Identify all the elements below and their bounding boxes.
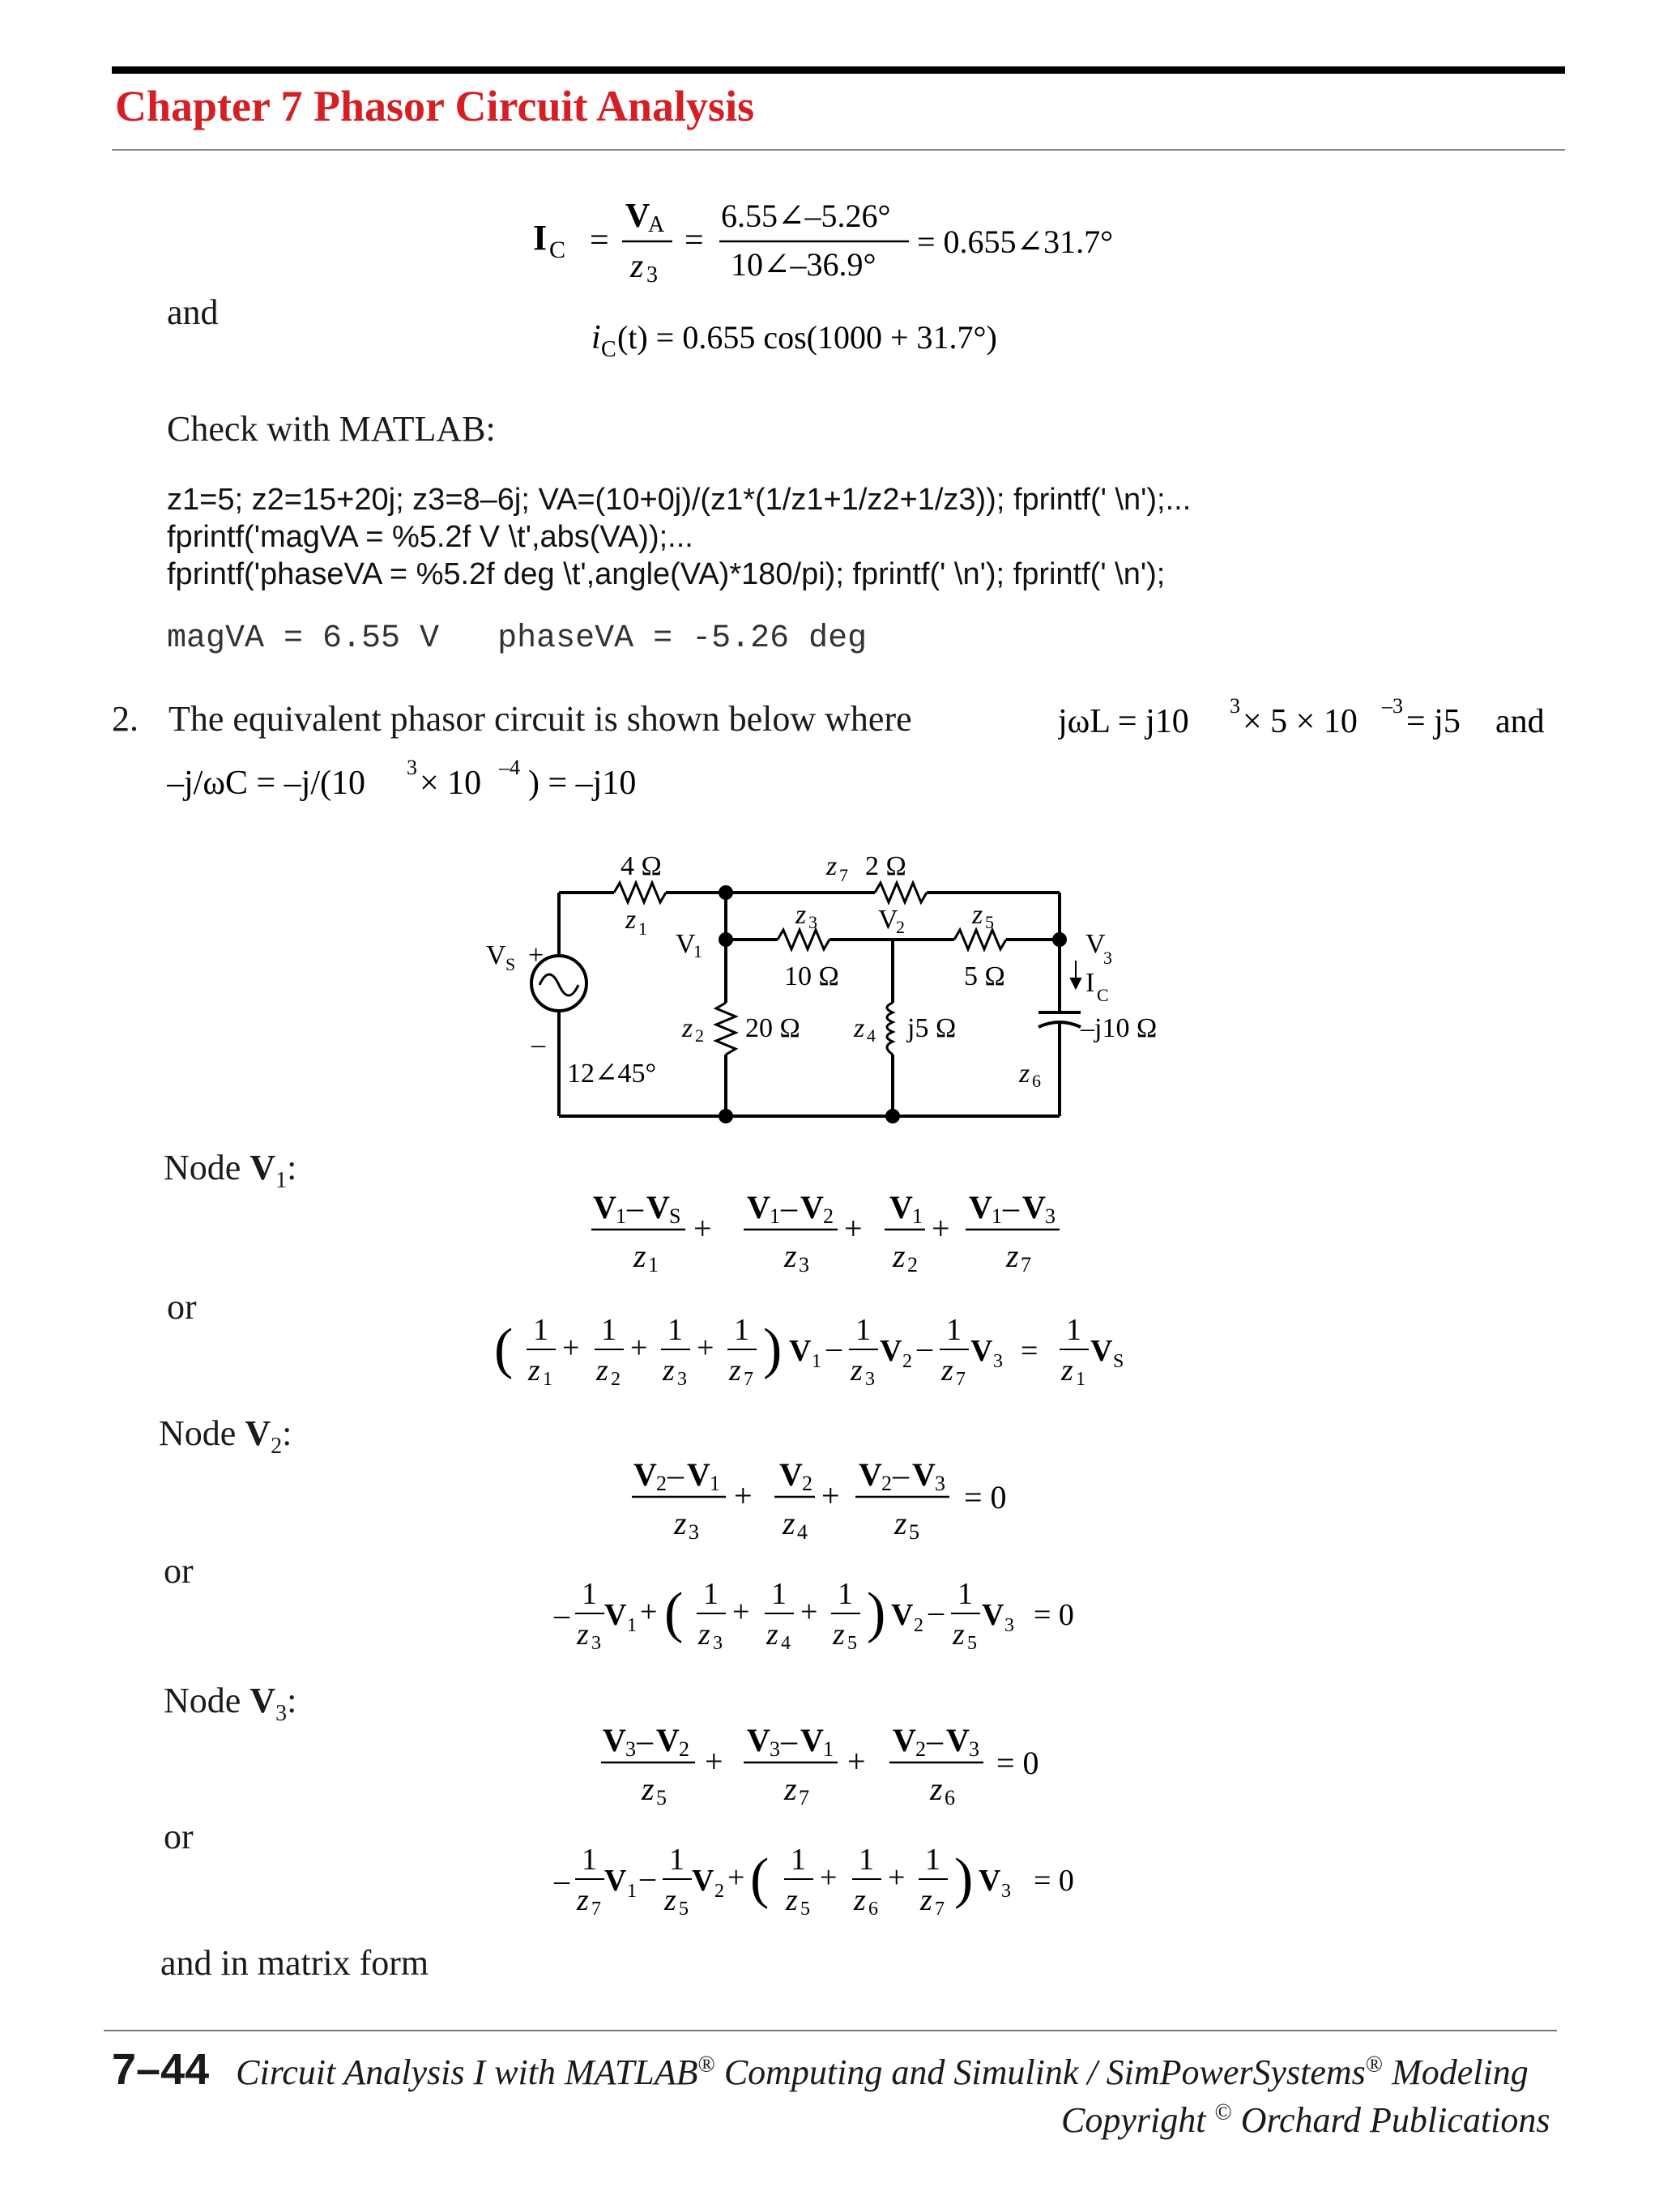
sub: 1 bbox=[627, 1615, 637, 1636]
z5-sub: 5 bbox=[985, 912, 994, 932]
node-colon: : bbox=[282, 1413, 292, 1453]
z: z bbox=[941, 1353, 953, 1387]
z2-label: z bbox=[682, 1013, 693, 1043]
header-rule bbox=[112, 66, 1565, 74]
circuit-diagram bbox=[478, 842, 1207, 1150]
sub: 5 bbox=[656, 1786, 667, 1809]
plus: + bbox=[800, 1595, 818, 1629]
footer-rule bbox=[104, 2030, 1557, 2031]
plus: + bbox=[732, 1595, 750, 1629]
v: V bbox=[692, 1864, 714, 1898]
times-5: × 5 × 10 bbox=[1243, 703, 1358, 740]
op: – bbox=[927, 1722, 943, 1758]
one: 1 bbox=[771, 1577, 787, 1611]
sub: 2 bbox=[611, 1369, 621, 1390]
sub: 6 bbox=[945, 1786, 955, 1809]
numerator: V bbox=[747, 1189, 770, 1225]
z7-sub: 7 bbox=[839, 865, 848, 885]
z: z bbox=[766, 1617, 778, 1652]
or-1: or bbox=[167, 1287, 197, 1327]
sub: 3 bbox=[799, 1253, 809, 1276]
vs-label: V bbox=[486, 940, 506, 970]
paren: ( bbox=[664, 1582, 684, 1644]
v: V bbox=[970, 1334, 993, 1368]
plus: + bbox=[844, 1210, 863, 1247]
sub: 7 bbox=[799, 1786, 809, 1809]
sub: 5 bbox=[847, 1633, 857, 1654]
denominator: z bbox=[784, 1771, 797, 1807]
z: z bbox=[786, 1883, 798, 1917]
z5-label: z bbox=[972, 900, 983, 930]
z: z bbox=[729, 1353, 741, 1387]
plus: + bbox=[932, 1210, 950, 1247]
z7-value: 2 Ω bbox=[865, 851, 906, 881]
numerator: V bbox=[646, 1189, 670, 1225]
numerator: V bbox=[603, 1722, 626, 1758]
z: z bbox=[663, 1353, 675, 1387]
ic-equation bbox=[518, 191, 1183, 288]
inductor-z4 bbox=[887, 1003, 893, 1055]
sub: 3 bbox=[625, 1737, 636, 1761]
registered-mark: ® bbox=[1365, 2052, 1384, 2078]
ic-lhs-sub: C bbox=[549, 237, 566, 263]
sub: 2 bbox=[902, 1351, 912, 1372]
v: V bbox=[982, 1598, 1004, 1632]
numerator: V bbox=[969, 1189, 992, 1225]
minus: – bbox=[554, 1864, 569, 1898]
v3-label: V bbox=[1085, 929, 1106, 959]
node-v1-equation bbox=[567, 1176, 1118, 1281]
sub: 1 bbox=[912, 1204, 923, 1228]
item-2-number: 2. bbox=[112, 699, 139, 739]
plus: + bbox=[697, 1331, 714, 1365]
one: 1 bbox=[957, 1577, 973, 1611]
sub: 1 bbox=[627, 1881, 637, 1902]
paren: ) bbox=[867, 1582, 886, 1644]
ict-equation bbox=[583, 311, 1150, 368]
sub: S bbox=[669, 1204, 681, 1228]
book-title-a: Circuit Analysis I with MATLAB bbox=[236, 2052, 698, 2092]
numerator: V bbox=[1022, 1189, 1046, 1225]
sub: 1 bbox=[823, 1737, 834, 1761]
book-title-b: Computing and Simulink / SimPowerSystems bbox=[714, 2052, 1366, 2092]
sub: 2 bbox=[802, 1472, 812, 1495]
one: 1 bbox=[791, 1843, 806, 1877]
ic-frac-den-sub: 3 bbox=[646, 262, 658, 288]
sub: 2 bbox=[823, 1204, 834, 1228]
sub: 1 bbox=[770, 1204, 780, 1228]
paren: ) bbox=[954, 1848, 974, 1910]
sub: 3 bbox=[591, 1633, 601, 1654]
z2-value: 20 Ω bbox=[745, 1013, 800, 1043]
ict-rest: (t) = 0.655 cos(1000 + 31.7°) bbox=[617, 319, 997, 356]
plus: + bbox=[821, 1477, 840, 1514]
sub: 1 bbox=[1076, 1369, 1085, 1390]
z4-value: j5 Ω bbox=[907, 1013, 957, 1043]
numerator: V bbox=[893, 1722, 916, 1758]
v2-sub: 2 bbox=[896, 917, 905, 937]
z: z bbox=[577, 1617, 589, 1652]
node-word: Node bbox=[159, 1413, 245, 1453]
sub: 7 bbox=[744, 1369, 753, 1390]
copyright-mark: © bbox=[1214, 2099, 1232, 2125]
z: z bbox=[851, 1353, 863, 1387]
v1-label: V bbox=[676, 929, 696, 959]
op: – bbox=[637, 1722, 653, 1758]
sub: 3 bbox=[969, 1737, 979, 1761]
one: 1 bbox=[946, 1313, 962, 1347]
exp-m3: –3 bbox=[1382, 694, 1403, 718]
ic-den-value: 10∠–36.9° bbox=[731, 246, 876, 283]
node-v1-label bbox=[164, 1147, 296, 1194]
header-subrule bbox=[112, 149, 1565, 151]
numerator: V bbox=[687, 1456, 710, 1493]
one: 1 bbox=[667, 1313, 683, 1347]
matlab-output: magVA = 6.55 V phaseVA = -5.26 deg bbox=[167, 620, 868, 657]
sub: 4 bbox=[781, 1633, 791, 1654]
numerator: V bbox=[747, 1722, 770, 1758]
sub: 4 bbox=[797, 1520, 808, 1544]
sub: 7 bbox=[935, 1899, 945, 1920]
op: – bbox=[627, 1189, 643, 1225]
node-v: V bbox=[249, 1148, 276, 1187]
denominator: z bbox=[674, 1505, 687, 1541]
and-text: and bbox=[1495, 703, 1545, 740]
eq-zero: = 0 bbox=[1034, 1864, 1074, 1898]
one: 1 bbox=[582, 1843, 597, 1877]
sub: 3 bbox=[689, 1520, 699, 1544]
plus: + bbox=[705, 1743, 723, 1779]
node-word: Node bbox=[164, 1148, 250, 1187]
vs-minus: – bbox=[531, 1029, 545, 1059]
text-and: and bbox=[167, 292, 219, 332]
eq-sign: = bbox=[684, 222, 704, 259]
numerator: V bbox=[912, 1456, 936, 1493]
z2-sub: 2 bbox=[695, 1025, 704, 1046]
z: z bbox=[596, 1353, 608, 1387]
minus: – bbox=[826, 1331, 842, 1365]
copyright-line bbox=[1061, 2099, 1550, 2141]
denominator: z bbox=[642, 1771, 655, 1807]
minus: – bbox=[554, 1598, 569, 1632]
sub: 7 bbox=[591, 1899, 601, 1920]
ict-sub: C bbox=[601, 337, 616, 362]
v: V bbox=[979, 1864, 1001, 1898]
one: 1 bbox=[601, 1313, 616, 1347]
ic-sub: C bbox=[1097, 985, 1109, 1005]
z: z bbox=[528, 1353, 540, 1387]
node-word: Node bbox=[164, 1681, 250, 1720]
equals: = bbox=[1021, 1334, 1038, 1368]
sub: 5 bbox=[909, 1520, 919, 1544]
book-title-c: Modeling bbox=[1383, 2052, 1529, 2092]
sub: 2 bbox=[914, 1615, 923, 1636]
sub: 1 bbox=[992, 1204, 1002, 1228]
z4-sub: 4 bbox=[867, 1025, 876, 1046]
jwl-text: jωL = j10 bbox=[1058, 703, 1189, 740]
line2-a: –j/ωC = –j/(10 bbox=[167, 765, 366, 802]
node-v3-label bbox=[164, 1680, 296, 1727]
op: – bbox=[1003, 1189, 1019, 1225]
z1-value: 4 Ω bbox=[621, 851, 662, 881]
node-v2-label bbox=[159, 1413, 292, 1460]
current-arrow bbox=[1071, 961, 1081, 988]
denominator: z bbox=[1006, 1238, 1019, 1274]
z6-label: z bbox=[1019, 1059, 1030, 1089]
node-colon: : bbox=[287, 1681, 297, 1720]
v: V bbox=[1090, 1334, 1113, 1368]
denominator: z bbox=[893, 1238, 906, 1274]
node-sub: 3 bbox=[275, 1700, 288, 1726]
eq-sign: = bbox=[590, 222, 609, 259]
ic-num-value: 6.55∠–5.26° bbox=[721, 198, 891, 234]
op: – bbox=[667, 1456, 684, 1493]
z: z bbox=[854, 1883, 866, 1917]
node-v: V bbox=[249, 1681, 276, 1720]
eq-zero: = 0 bbox=[1034, 1598, 1074, 1632]
sub: 1 bbox=[812, 1351, 821, 1372]
plus: + bbox=[888, 1860, 906, 1894]
sub: 3 bbox=[993, 1351, 1003, 1372]
matrix-form-text: and in matrix form bbox=[160, 1943, 429, 1983]
sub: 5 bbox=[967, 1633, 977, 1654]
sub: 1 bbox=[616, 1204, 626, 1228]
node-v2-equation bbox=[616, 1443, 1069, 1549]
sub: 5 bbox=[800, 1899, 810, 1920]
node-dot bbox=[1052, 932, 1067, 947]
v: V bbox=[604, 1864, 627, 1898]
line2-c: ) = –j10 bbox=[528, 765, 637, 802]
vs-plus: + bbox=[528, 940, 544, 970]
ic-label: I bbox=[1085, 968, 1095, 998]
plus: + bbox=[640, 1595, 658, 1629]
one: 1 bbox=[855, 1313, 871, 1347]
sub: 1 bbox=[710, 1472, 720, 1495]
one: 1 bbox=[1066, 1313, 1081, 1347]
one: 1 bbox=[734, 1313, 749, 1347]
sub: 2 bbox=[907, 1253, 918, 1276]
z1-sub: 1 bbox=[638, 918, 647, 939]
or-3: or bbox=[164, 1817, 194, 1856]
eq-zero: = 0 bbox=[964, 1479, 1007, 1515]
numerator: V bbox=[656, 1722, 680, 1758]
sub: 3 bbox=[935, 1472, 945, 1495]
plus: + bbox=[734, 1477, 753, 1514]
z1-label: z bbox=[625, 905, 637, 935]
registered-mark: ® bbox=[697, 2052, 715, 2078]
z3-label: z bbox=[795, 900, 807, 930]
sub: 2 bbox=[656, 1472, 667, 1495]
sub: 3 bbox=[677, 1369, 687, 1390]
footer-line bbox=[112, 2044, 1529, 2095]
one: 1 bbox=[533, 1313, 548, 1347]
v: V bbox=[880, 1334, 902, 1368]
vs-sub: S bbox=[505, 954, 516, 974]
sub: 3 bbox=[1045, 1204, 1056, 1228]
node-v1-expanded bbox=[494, 1307, 1207, 1404]
sub: 7 bbox=[1021, 1253, 1031, 1276]
z: z bbox=[1061, 1353, 1073, 1387]
one: 1 bbox=[859, 1843, 874, 1877]
node-v2-expanded bbox=[551, 1571, 1150, 1669]
paren: ( bbox=[494, 1318, 514, 1380]
or-2: or bbox=[164, 1551, 194, 1591]
node-v3-equation bbox=[585, 1709, 1103, 1814]
exp-3b: 3 bbox=[407, 756, 417, 779]
vs-value: 12∠45° bbox=[567, 1059, 657, 1089]
sub: 1 bbox=[543, 1369, 552, 1390]
jwl-expression bbox=[1058, 685, 1576, 750]
copyright-b: Orchard Publications bbox=[1231, 2100, 1550, 2140]
minus: – bbox=[917, 1331, 932, 1365]
code-line-1: z1=5; z2=15+20j; z3=8–6j; VA=(10+0j)/(z1*(1/z1+1/z2+1/z3)); fprintf(' \n');... bbox=[167, 483, 1192, 517]
op: – bbox=[781, 1722, 797, 1758]
numerator: V bbox=[593, 1189, 616, 1225]
page-number: 7–44 bbox=[112, 2045, 210, 2094]
one: 1 bbox=[703, 1577, 719, 1611]
z6-value: –j10 Ω bbox=[1081, 1013, 1158, 1043]
numerator: V bbox=[859, 1456, 882, 1493]
eq-j5: = j5 bbox=[1406, 703, 1461, 740]
node-dot bbox=[719, 885, 733, 900]
node-v3-expanded bbox=[551, 1837, 1150, 1934]
paren: ( bbox=[750, 1848, 770, 1910]
v2-label: V bbox=[878, 905, 898, 935]
minus: – bbox=[640, 1860, 655, 1894]
z6-sub: 6 bbox=[1032, 1071, 1041, 1091]
plus: + bbox=[630, 1331, 648, 1365]
sub: 3 bbox=[770, 1737, 780, 1761]
minus: – bbox=[928, 1595, 944, 1629]
sub: 3 bbox=[713, 1633, 723, 1654]
one: 1 bbox=[838, 1577, 853, 1611]
z: z bbox=[920, 1883, 932, 1917]
v3-sub: 3 bbox=[1103, 948, 1112, 968]
z7-label: z bbox=[826, 851, 838, 881]
numerator: V bbox=[800, 1722, 824, 1758]
code-line-2: fprintf('magVA = %5.2f V \t',abs(VA));... bbox=[167, 520, 693, 554]
code-line-3: fprintf('phaseVA = %5.2f deg \t',angle(VA)*180/pi); fprintf(' \n'); fprintf(' \n'); bbox=[167, 557, 1166, 591]
node-sub: 2 bbox=[271, 1433, 283, 1459]
node-dot bbox=[719, 1109, 733, 1123]
one: 1 bbox=[582, 1577, 597, 1611]
sub: 1 bbox=[648, 1253, 659, 1276]
item-2-text: The equivalent phasor circuit is shown below where bbox=[168, 699, 912, 739]
sub: 2 bbox=[915, 1737, 926, 1761]
paren: ) bbox=[763, 1318, 783, 1380]
sub: 2 bbox=[714, 1881, 724, 1902]
plus: + bbox=[820, 1860, 838, 1894]
z: z bbox=[664, 1883, 676, 1917]
node-colon: : bbox=[287, 1148, 297, 1187]
denominator: z bbox=[930, 1771, 943, 1807]
z: z bbox=[953, 1617, 965, 1652]
sub: S bbox=[1113, 1351, 1124, 1372]
denominator: z bbox=[783, 1505, 795, 1541]
z3-value: 10 Ω bbox=[784, 961, 839, 991]
ic-frac-num-sub: A bbox=[648, 212, 665, 237]
sub: 2 bbox=[881, 1472, 892, 1495]
z4-label: z bbox=[854, 1013, 865, 1043]
sub: 5 bbox=[679, 1899, 689, 1920]
ic-lhs: I bbox=[533, 218, 548, 258]
plus: + bbox=[847, 1743, 866, 1779]
sub: 3 bbox=[1001, 1881, 1011, 1902]
plus: + bbox=[693, 1210, 712, 1247]
ic-frac-num: V bbox=[625, 198, 650, 235]
ict-i: i bbox=[591, 319, 601, 356]
op: – bbox=[893, 1456, 909, 1493]
denominator: z bbox=[633, 1238, 646, 1274]
ic-frac-den: z bbox=[630, 248, 644, 285]
node-dot bbox=[719, 932, 733, 947]
z: z bbox=[577, 1883, 589, 1917]
eq-zero: = 0 bbox=[996, 1745, 1039, 1781]
chapter-title: Chapter 7 Phasor Circuit Analysis bbox=[115, 82, 755, 130]
line2-b: × 10 bbox=[420, 765, 482, 802]
exp-m4: –4 bbox=[499, 756, 520, 779]
v1-sub: 1 bbox=[693, 941, 702, 961]
plus: + bbox=[562, 1331, 580, 1365]
z5-value: 5 Ω bbox=[964, 961, 1005, 991]
node-dot bbox=[885, 1109, 900, 1123]
one: 1 bbox=[925, 1843, 940, 1877]
sub: 3 bbox=[1004, 1615, 1014, 1636]
numerator: V bbox=[946, 1722, 970, 1758]
one: 1 bbox=[669, 1843, 684, 1877]
numerator: V bbox=[800, 1189, 824, 1225]
denominator: z bbox=[784, 1238, 797, 1274]
plus: + bbox=[727, 1860, 745, 1894]
op: – bbox=[781, 1189, 797, 1225]
sub: 7 bbox=[956, 1369, 966, 1390]
z3-sub: 3 bbox=[808, 912, 817, 932]
z: z bbox=[698, 1617, 710, 1652]
node-v: V bbox=[245, 1413, 271, 1453]
z: z bbox=[833, 1617, 845, 1652]
sub: 6 bbox=[868, 1899, 878, 1920]
exp-3: 3 bbox=[1230, 694, 1240, 718]
check-matlab-heading: Check with MATLAB: bbox=[167, 409, 496, 449]
numerator: V bbox=[633, 1456, 657, 1493]
numerator: V bbox=[779, 1456, 803, 1493]
copyright-a: Copyright bbox=[1061, 2100, 1215, 2140]
v: V bbox=[789, 1334, 812, 1368]
numerator: V bbox=[889, 1189, 913, 1225]
v: V bbox=[604, 1598, 627, 1632]
sub: 3 bbox=[865, 1369, 875, 1390]
sub: 2 bbox=[679, 1737, 689, 1761]
node-sub: 1 bbox=[275, 1167, 288, 1193]
jwc-expression bbox=[167, 748, 750, 813]
v: V bbox=[891, 1598, 914, 1632]
ic-result: = 0.655∠31.7° bbox=[917, 224, 1114, 260]
denominator: z bbox=[894, 1505, 907, 1541]
